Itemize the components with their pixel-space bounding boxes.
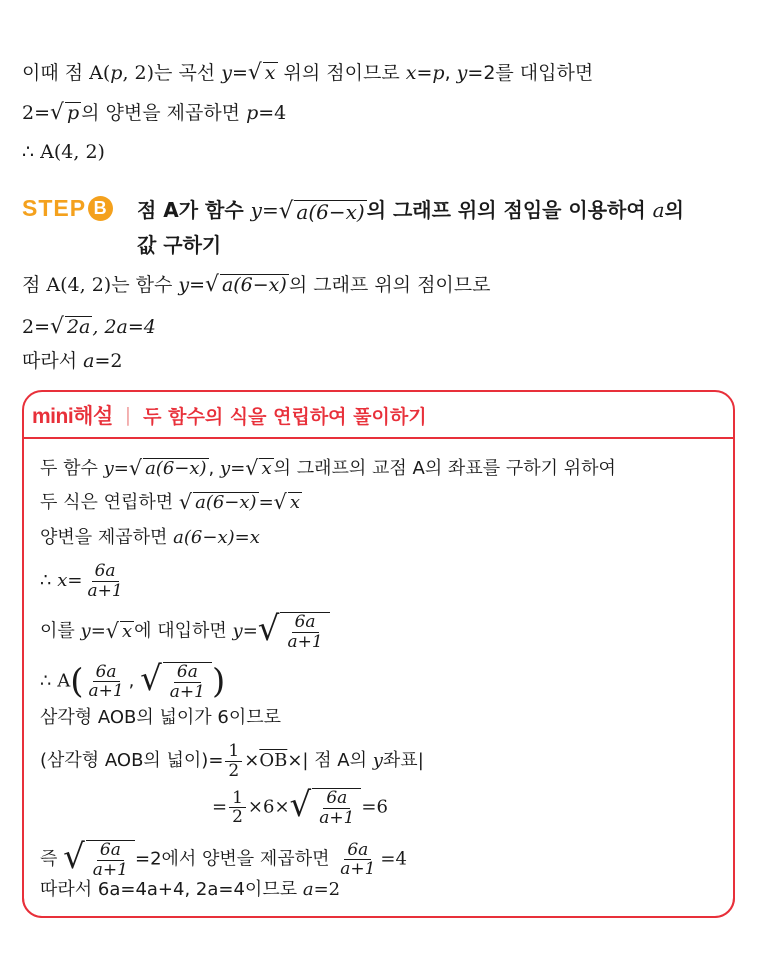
- text: 좌표|: [382, 750, 424, 772]
- var-p: p: [432, 62, 445, 84]
- fraction: $\frac{6a}{a+1}$: [169, 662, 205, 702]
- equals: =: [212, 796, 228, 818]
- fraction: $\frac{6a}{a+1}$: [88, 661, 124, 702]
- mini-line-2: [40, 490, 302, 516]
- times: ×: [244, 750, 260, 772]
- text: 두 함수: [40, 458, 98, 479]
- sqrt-fraction: √ $\frac{6a}{a+1}$: [140, 662, 212, 701]
- text: 의: [664, 198, 684, 222]
- var-y: y: [178, 274, 190, 296]
- var-y: y: [250, 198, 262, 222]
- text: 두 식은 연립하면: [40, 492, 174, 513]
- sqrt-fraction: √ $\frac{6a}{a+1}$: [63, 840, 135, 879]
- comma: ,: [208, 458, 215, 479]
- sqrt-2a: √ 2a: [50, 314, 91, 340]
- mini-line-10: [40, 837, 407, 880]
- point-A: A(4, 2): [40, 141, 105, 163]
- text: ×| 점 A의: [287, 750, 368, 772]
- sqrt-x: √ x: [245, 456, 272, 481]
- step-title: [137, 195, 684, 225]
- solution-line-4: [22, 272, 491, 298]
- equals: =: [231, 62, 248, 84]
- value: =2: [313, 879, 341, 900]
- text: 의 그래프의 교점 A의 좌표를 구하기 위하여: [273, 458, 616, 479]
- step-text: STEP: [22, 195, 87, 221]
- segment-OB: $\overline{OB}$: [259, 750, 288, 772]
- step-label: [22, 195, 113, 222]
- text: 의 그래프 위의 점임을 이용하여: [366, 198, 646, 222]
- fraction: $\frac{6a}{a+1}$: [92, 840, 128, 880]
- var-y: y: [80, 620, 91, 642]
- equals: =: [416, 62, 433, 84]
- var-y: y: [372, 750, 383, 772]
- mini-line-3: [40, 525, 260, 551]
- text: 따라서 6a=4a+4, 2a=4이므로: [40, 879, 298, 900]
- mini-line-6: [40, 659, 226, 702]
- equals: =: [242, 620, 258, 642]
- text: 양변을 제곱하면: [40, 527, 168, 548]
- mini-badge: mini해설: [32, 405, 113, 428]
- text: (삼각형 AOB의 넓이)=: [40, 750, 224, 772]
- comma: ,: [128, 670, 135, 692]
- sqrt-x: √ x: [273, 490, 300, 515]
- text: 위의 점이므로: [283, 62, 400, 84]
- fraction: $\frac{6a}{a+1}$: [87, 561, 123, 601]
- separator: |: [124, 404, 132, 426]
- fraction-one-half: $\frac{1}{2}$: [229, 789, 246, 827]
- mini-line-5: [40, 609, 330, 652]
- mini-line-9: [212, 785, 388, 828]
- text: 이때 점: [22, 62, 84, 84]
- point-label: A(: [89, 62, 111, 84]
- sqrt-fraction: √ $\frac{6a}{a+1}$: [290, 788, 362, 827]
- sqrt-expression: √ a(6−x): [205, 272, 287, 298]
- text: 의 양변을 제곱하면: [81, 102, 241, 124]
- text: 의 그래프 위의 점이므로: [288, 274, 491, 296]
- text: 점 A가 함수: [137, 198, 244, 222]
- right-paren: ): [212, 661, 226, 702]
- text: 에 대입하면: [134, 620, 227, 642]
- solution-line-1: [22, 60, 593, 86]
- rhs: =4: [258, 102, 287, 124]
- mini-line-1: [40, 456, 616, 482]
- comma: ,: [444, 62, 451, 84]
- sqrt-x: √ x: [105, 618, 133, 643]
- equals: =: [90, 620, 106, 642]
- value: =6: [361, 796, 388, 818]
- equals: =: [261, 198, 279, 222]
- var-p: p: [110, 62, 123, 84]
- fraction: $\frac{6a}{a+1}$: [319, 788, 355, 828]
- mini-header: [32, 400, 427, 430]
- fraction: $\frac{6a}{a+1}$: [340, 839, 376, 880]
- equals: =: [258, 492, 274, 513]
- sqrt-fraction: √ $\frac{6a}{a+1}$: [258, 612, 330, 651]
- var-a: a: [302, 879, 314, 900]
- sqrt-x: √ x: [247, 60, 276, 86]
- var-y: y: [220, 458, 231, 479]
- fraction-one-half: $\frac{1}{2}$: [225, 742, 242, 780]
- step-title-line2: 값 구하기: [137, 233, 222, 257]
- var-y: y: [232, 620, 243, 642]
- mini-title: 두 함수의 식을 연립하여 풀이하기: [143, 405, 427, 428]
- fraction: $\frac{6a}{a+1}$: [287, 612, 323, 652]
- var-a: a: [83, 350, 95, 372]
- therefore-symbol: ∴: [40, 670, 52, 692]
- equals: =: [230, 458, 246, 479]
- var-x: x: [405, 62, 417, 84]
- sqrt-expression: √ a(6−x): [278, 197, 365, 224]
- value: =4: [380, 848, 407, 870]
- equals: =: [189, 274, 206, 296]
- text: 즉: [40, 848, 58, 870]
- mini-line-4: [40, 562, 128, 600]
- var-x: x: [57, 570, 68, 592]
- lhs: 2=: [22, 102, 51, 124]
- var-a: a: [652, 198, 665, 222]
- sqrt-expression: √ a(6−x): [128, 456, 207, 481]
- solution-line-6: [22, 348, 122, 374]
- text: 점 A(4, 2)는 함수: [22, 274, 173, 296]
- var-p: p: [246, 102, 259, 124]
- therefore-symbol: ∴: [22, 141, 35, 163]
- mini-line-11: [40, 877, 340, 903]
- mini-line-7: 삼각형 AOB의 넓이가 6이므로: [40, 707, 282, 728]
- sqrt-expression: √ a(6−x): [178, 490, 257, 515]
- text: =2를 대입하면: [467, 62, 594, 84]
- solution-line-5: [22, 314, 156, 340]
- value: =2: [94, 350, 123, 372]
- text: , 2)는 곡선: [122, 62, 216, 84]
- text: 따라서: [22, 350, 78, 372]
- lhs: 2=: [22, 316, 51, 338]
- text: 이를: [40, 620, 75, 642]
- var-y: y: [456, 62, 468, 84]
- step-letter-badge: B: [88, 196, 113, 221]
- sqrt-p: √ p: [50, 100, 80, 126]
- solution-line-2: [22, 100, 286, 126]
- text: =2에서 양변을 제곱하면: [135, 848, 330, 870]
- var-y: y: [221, 62, 232, 84]
- mini-line-8: [40, 742, 424, 780]
- equals: =: [113, 458, 129, 479]
- equals: =: [67, 570, 83, 592]
- solution-line-3: [22, 139, 105, 165]
- therefore-symbol: ∴: [40, 570, 52, 592]
- var-y: y: [103, 458, 114, 479]
- point-A: A: [57, 670, 71, 692]
- equation: a(6−x)=x: [173, 527, 260, 548]
- equation: , 2a=4: [92, 316, 156, 338]
- product: ×6×: [247, 796, 290, 818]
- left-paren: (: [70, 661, 84, 702]
